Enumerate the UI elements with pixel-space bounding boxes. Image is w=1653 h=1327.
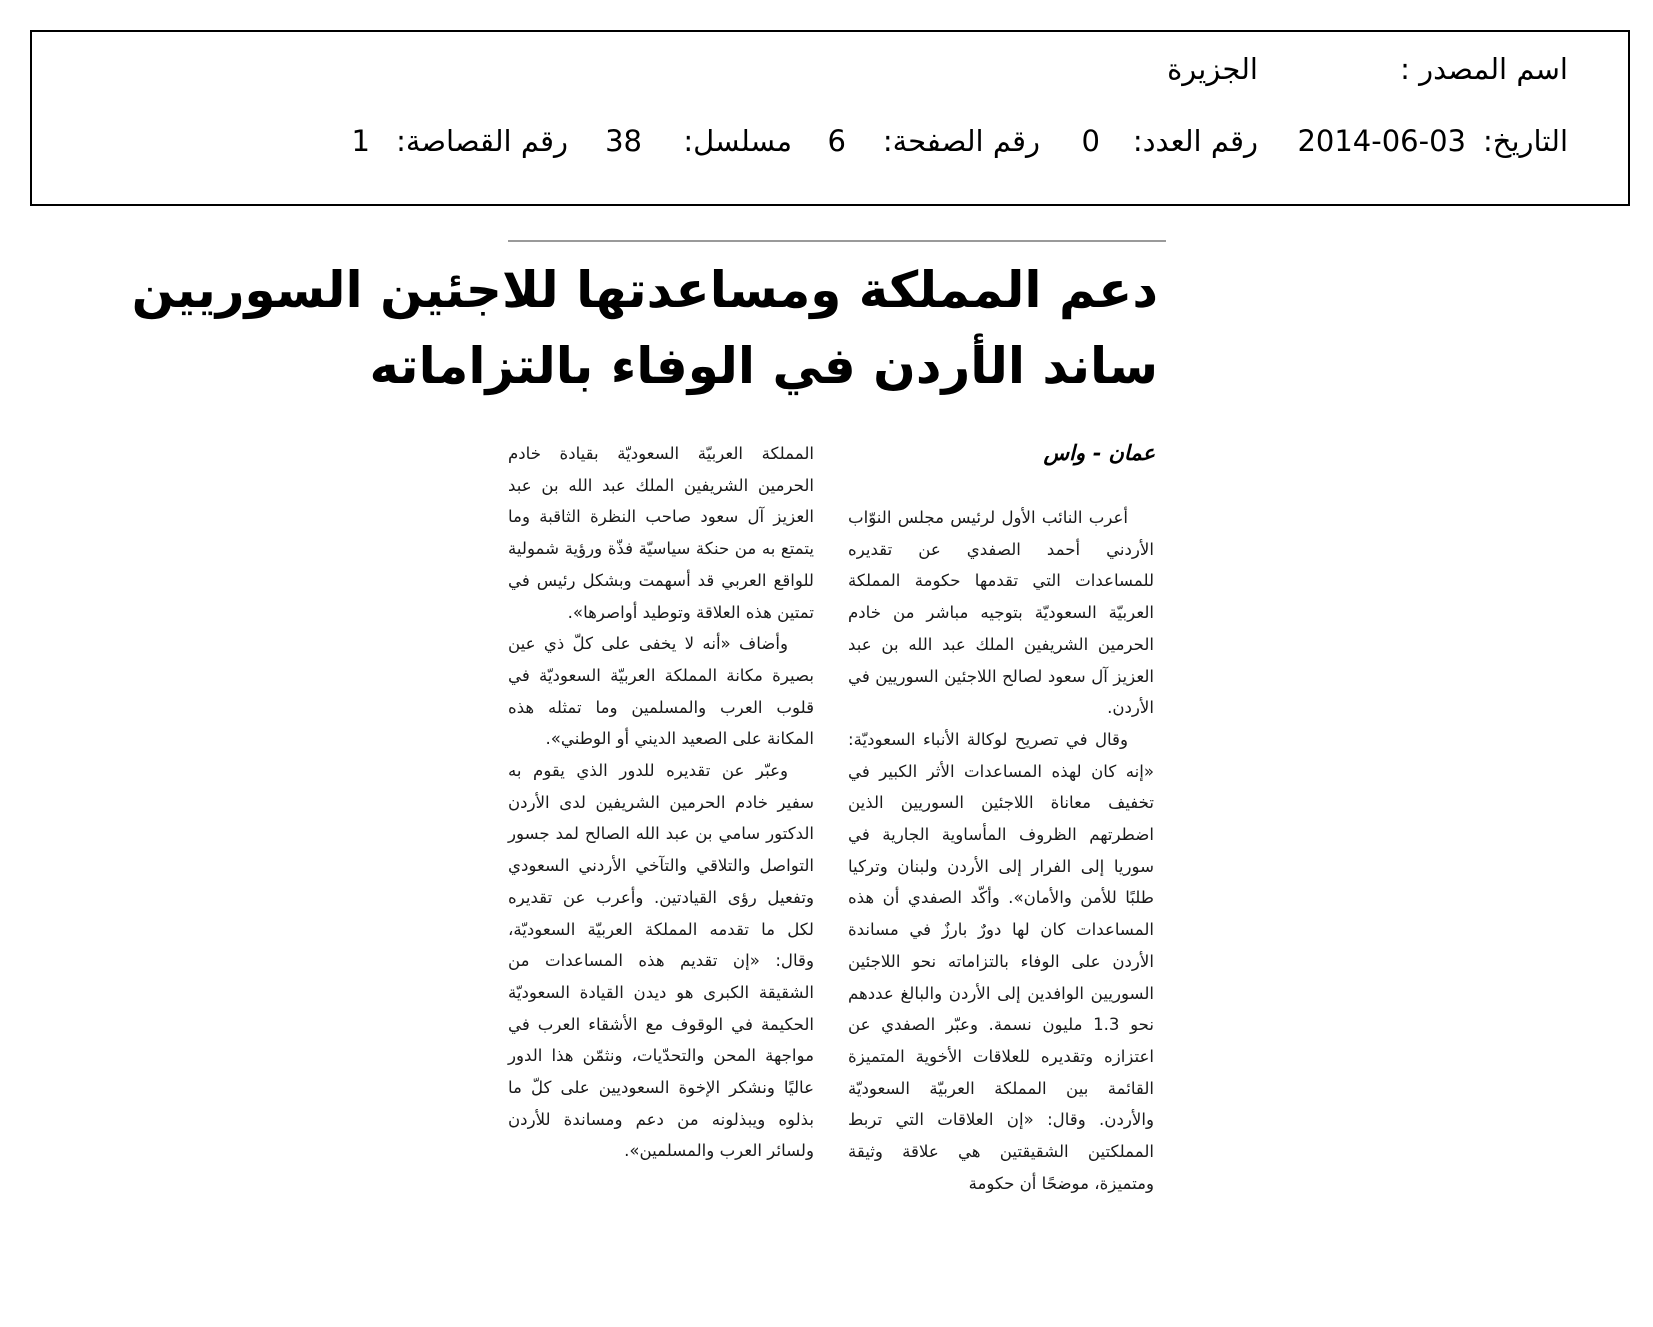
headline-line-2: ساند الأردن في الوفاء بالتزاماته — [369, 337, 1158, 395]
issue-label: رقم العدد: — [1132, 124, 1258, 158]
article-byline: عمان - واس — [1043, 440, 1155, 465]
headline-top-rule — [508, 240, 1166, 242]
paragraph: المملكة العربيّة السعوديّة بقيادة خادم الحرمين الشريفين الملك عبد الله بن عبد العزيز آل سعود صاحب النظرة الثاقبة وما يتمتع به من حنكة سياسيّة فذّة ورؤية شمولية للواقع العربي قد أسهمت وبشكل رئيس في تمتين هذه العلاقة وتوطيد أواصرها». — [508, 444, 814, 622]
serial-value: 38 — [605, 124, 642, 158]
clip-label: رقم القصاصة: — [396, 124, 568, 158]
clip-value: 1 — [351, 124, 370, 158]
source-label: اسم المصدر : — [1400, 52, 1568, 86]
clipping-info-box — [30, 30, 1630, 206]
article-headline — [131, 252, 1158, 404]
paragraph: وقال في تصريح لوكالة الأنباء السعوديّة: «إنه كان لهذه المساعدات الأثر الكبير في تخفيف معاناة اللاجئين السوريين الذين اضطرتهم الظروف المأساوية الجارية في سوريا إلى الفرار إلى الأردن ولبنان وتركيا طلبًا للأمن والأمان». وأكّد الصفدي أن هذه المساعدات كان لها دورٌ بارزٌ في مساندة الأردن على الوفاء بالتزاماته نحو اللاجئين السوريين الوافدين إلى الأردن والبالغ عددهم نحو 1.3 مليون نسمة. وعبّر الصفدي عن اعتزازه وتقديره للعلاقات الأخوية المتميزة القائمة بين المملكة العربيّة السعوديّة والأردن. وقال: «إن العلاقات التي تربط المملكتين الشقيقتين هي علاقة وثيقة ومتميزة، موضحًا أن حكومة — [848, 729, 1154, 1193]
paragraph: وأضاف «أنه لا يخفى على كلّ ذي عين بصيرة مكانة المملكة العربيّة السعوديّة في قلوب العرب والمسلمين وما تمثله هذه المكانة على الصعيد الديني أو الوطني». — [508, 634, 814, 749]
date-value: 2014-06-03 — [1297, 124, 1466, 158]
article-column-left — [508, 438, 814, 1167]
source-value: الجزيرة — [1167, 52, 1258, 86]
date-label: التاريخ: — [1482, 124, 1568, 158]
paragraph: وعبّر عن تقديره للدور الذي يقوم به سفير خادم الحرمين الشريفين لدى الأردن الدكتور سامي بن عبد الله الصالح لمد جسور التواصل والتلاقي والتآخي الأردني السعودي وتفعيل رؤى القيادتين. وأعرب عن تقديره لكل ما تقدمه المملكة العربيّة السعوديّة، وقال: «إن تقديم هذه المساعدات من الشقيقة الكبرى هو ديدن القيادة السعوديّة الحكيمة في الوقوف مع الأشقاء العرب في مواجهة المحن والتحدّيات، ونثمّن هذا الدور عاليًا ونشكر الإخوة السعوديين على كلّ ما بذلوه ويبذلونه من دعم ومساندة للأردن ولسائر العرب والمسلمين». — [508, 761, 814, 1161]
page-value: 6 — [827, 124, 846, 158]
serial-label: مسلسل: — [683, 124, 792, 158]
page-label: رقم الصفحة: — [882, 124, 1040, 158]
paragraph: أعرب النائب الأول لرئيس مجلس النوّاب الأردني أحمد الصفدي عن تقديره للمساعدات التي تقدمها حكومة المملكة العربيّة السعوديّة بتوجيه مباشر من خادم الحرمين الشريفين الملك عبد الله بن عبد العزيز آل سعود لصالح اللاجئين السوريين في الأردن. — [848, 508, 1154, 718]
issue-value: 0 — [1081, 124, 1100, 158]
headline-line-1: دعم المملكة ومساعدتها للاجئين السوريين — [131, 261, 1158, 319]
article-column-right — [848, 502, 1154, 1199]
